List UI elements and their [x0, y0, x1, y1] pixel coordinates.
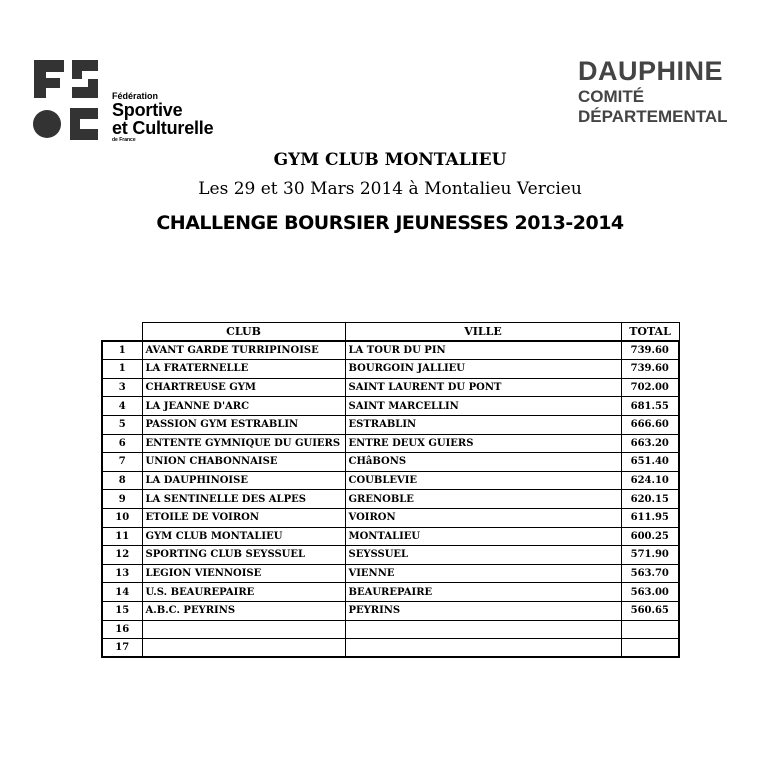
ville-header: VILLE — [345, 323, 621, 342]
table-row — [102, 564, 679, 583]
fsc-line-france: de France — [112, 137, 136, 143]
fsc-emblem-icon — [32, 58, 102, 148]
ville-cell: CHâBONS — [345, 453, 621, 472]
table-row — [102, 397, 679, 416]
table-row — [102, 471, 679, 490]
rank-cell: 7 — [102, 453, 142, 472]
table-row — [102, 378, 679, 397]
total-cell: 663.20 — [621, 434, 679, 453]
club-header: CLUB — [142, 323, 345, 342]
rank-cell: 5 — [102, 415, 142, 434]
total-cell: 563.70 — [621, 564, 679, 583]
table-header-row — [102, 323, 679, 342]
ville-cell: ESTRABLIN — [345, 415, 621, 434]
club-cell: A.B.C. PEYRINS — [142, 601, 345, 620]
table-row — [102, 508, 679, 527]
rank-cell: 9 — [102, 490, 142, 509]
rank-cell: 15 — [102, 601, 142, 620]
rank-cell: 17 — [102, 639, 142, 658]
event-club: GYM CLUB MONTALIEU — [273, 150, 507, 170]
table-row — [102, 527, 679, 546]
club-cell — [142, 639, 345, 658]
ville-cell — [345, 620, 621, 639]
total-cell: 739.60 — [621, 341, 679, 360]
ville-cell: VIENNE — [345, 564, 621, 583]
table-row — [102, 583, 679, 602]
total-cell: 666.60 — [621, 415, 679, 434]
rank-cell: 3 — [102, 378, 142, 397]
total-cell: 600.25 — [621, 527, 679, 546]
table-row — [102, 620, 679, 639]
ville-cell: SEYSSUEL — [345, 546, 621, 565]
table-row — [102, 360, 679, 379]
ville-cell: BEAUREPAIRE — [345, 583, 621, 602]
rank-cell: 11 — [102, 527, 142, 546]
fsc-line-federation: Fédération — [112, 91, 159, 101]
ville-cell: PEYRINS — [345, 601, 621, 620]
club-cell: LA FRATERNELLE — [142, 360, 345, 379]
ville-cell: LA TOUR DU PIN — [345, 341, 621, 360]
club-cell: SPORTING CLUB SEYSSUEL — [142, 546, 345, 565]
rank-cell: 10 — [102, 508, 142, 527]
total-cell: 702.00 — [621, 378, 679, 397]
total-cell: 563.00 — [621, 583, 679, 602]
ville-cell: COUBLEVIE — [345, 471, 621, 490]
rank-cell: 1 — [102, 360, 142, 379]
club-cell — [142, 620, 345, 639]
rank-cell: 12 — [102, 546, 142, 565]
club-cell: ENTENTE GYMNIQUE DU GUIERS — [142, 434, 345, 453]
dauphine-title: DAUPHINE — [578, 56, 724, 86]
table-row — [102, 601, 679, 620]
total-cell: 571.90 — [621, 546, 679, 565]
event-date-place: Les 29 et 30 Mars 2014 à Montalieu Vercieu — [198, 179, 582, 199]
total-cell: 611.95 — [621, 508, 679, 527]
ville-cell: VOIRON — [345, 508, 621, 527]
table-row — [102, 341, 679, 360]
total-cell: 681.55 — [621, 397, 679, 416]
rank-cell: 16 — [102, 620, 142, 639]
rank-cell: 14 — [102, 583, 142, 602]
event-title: CHALLENGE BOURSIER JEUNESSES 2013-2014 — [156, 212, 624, 234]
departemental-label: DÉPARTEMENTAL — [578, 107, 728, 126]
ville-cell — [345, 639, 621, 658]
total-cell — [621, 620, 679, 639]
comite-label: COMITÉ — [578, 87, 645, 106]
fsc-line-culturelle: et Culturelle — [112, 118, 214, 138]
table-row — [102, 453, 679, 472]
total-header: TOTAL — [621, 323, 679, 342]
results-body — [102, 341, 679, 657]
total-cell: 624.10 — [621, 471, 679, 490]
rank-cell: 4 — [102, 397, 142, 416]
table-row — [102, 415, 679, 434]
club-cell: PASSION GYM ESTRABLIN — [142, 415, 345, 434]
dauphine-logo — [578, 56, 728, 127]
total-cell: 651.40 — [621, 453, 679, 472]
results-table — [101, 322, 680, 658]
club-cell: UNION CHABONNAISE — [142, 453, 345, 472]
fsc-logo — [32, 58, 232, 148]
ville-cell: SAINT MARCELLIN — [345, 397, 621, 416]
rank-cell: 6 — [102, 434, 142, 453]
rank-cell: 1 — [102, 341, 142, 360]
total-cell: 739.60 — [621, 360, 679, 379]
club-cell: AVANT GARDE TURRIPINOISE — [142, 341, 345, 360]
ville-cell: GRENOBLE — [345, 490, 621, 509]
ville-cell: ENTRE DEUX GUIERS — [345, 434, 621, 453]
table-row — [102, 639, 679, 658]
club-cell: GYM CLUB MONTALIEU — [142, 527, 345, 546]
fsc-line-sportive: Sportive — [112, 100, 183, 120]
club-cell: U.S. BEAUREPAIRE — [142, 583, 345, 602]
club-cell: CHARTREUSE GYM — [142, 378, 345, 397]
total-cell — [621, 639, 679, 658]
club-cell: LA DAUPHINOISE — [142, 471, 345, 490]
club-cell: LA JEANNE D'ARC — [142, 397, 345, 416]
table-row — [102, 434, 679, 453]
total-cell: 620.15 — [621, 490, 679, 509]
total-cell: 560.65 — [621, 601, 679, 620]
table-row — [102, 490, 679, 509]
table-row — [102, 546, 679, 565]
ville-cell: SAINT LAURENT DU PONT — [345, 378, 621, 397]
club-cell: LEGION VIENNOISE — [142, 564, 345, 583]
rank-header — [102, 323, 142, 342]
ville-cell: BOURGOIN JALLIEU — [345, 360, 621, 379]
club-cell: LA SENTINELLE DES ALPES — [142, 490, 345, 509]
club-cell: ETOILE DE VOIRON — [142, 508, 345, 527]
rank-cell: 13 — [102, 564, 142, 583]
ville-cell: MONTALIEU — [345, 527, 621, 546]
rank-cell: 8 — [102, 471, 142, 490]
